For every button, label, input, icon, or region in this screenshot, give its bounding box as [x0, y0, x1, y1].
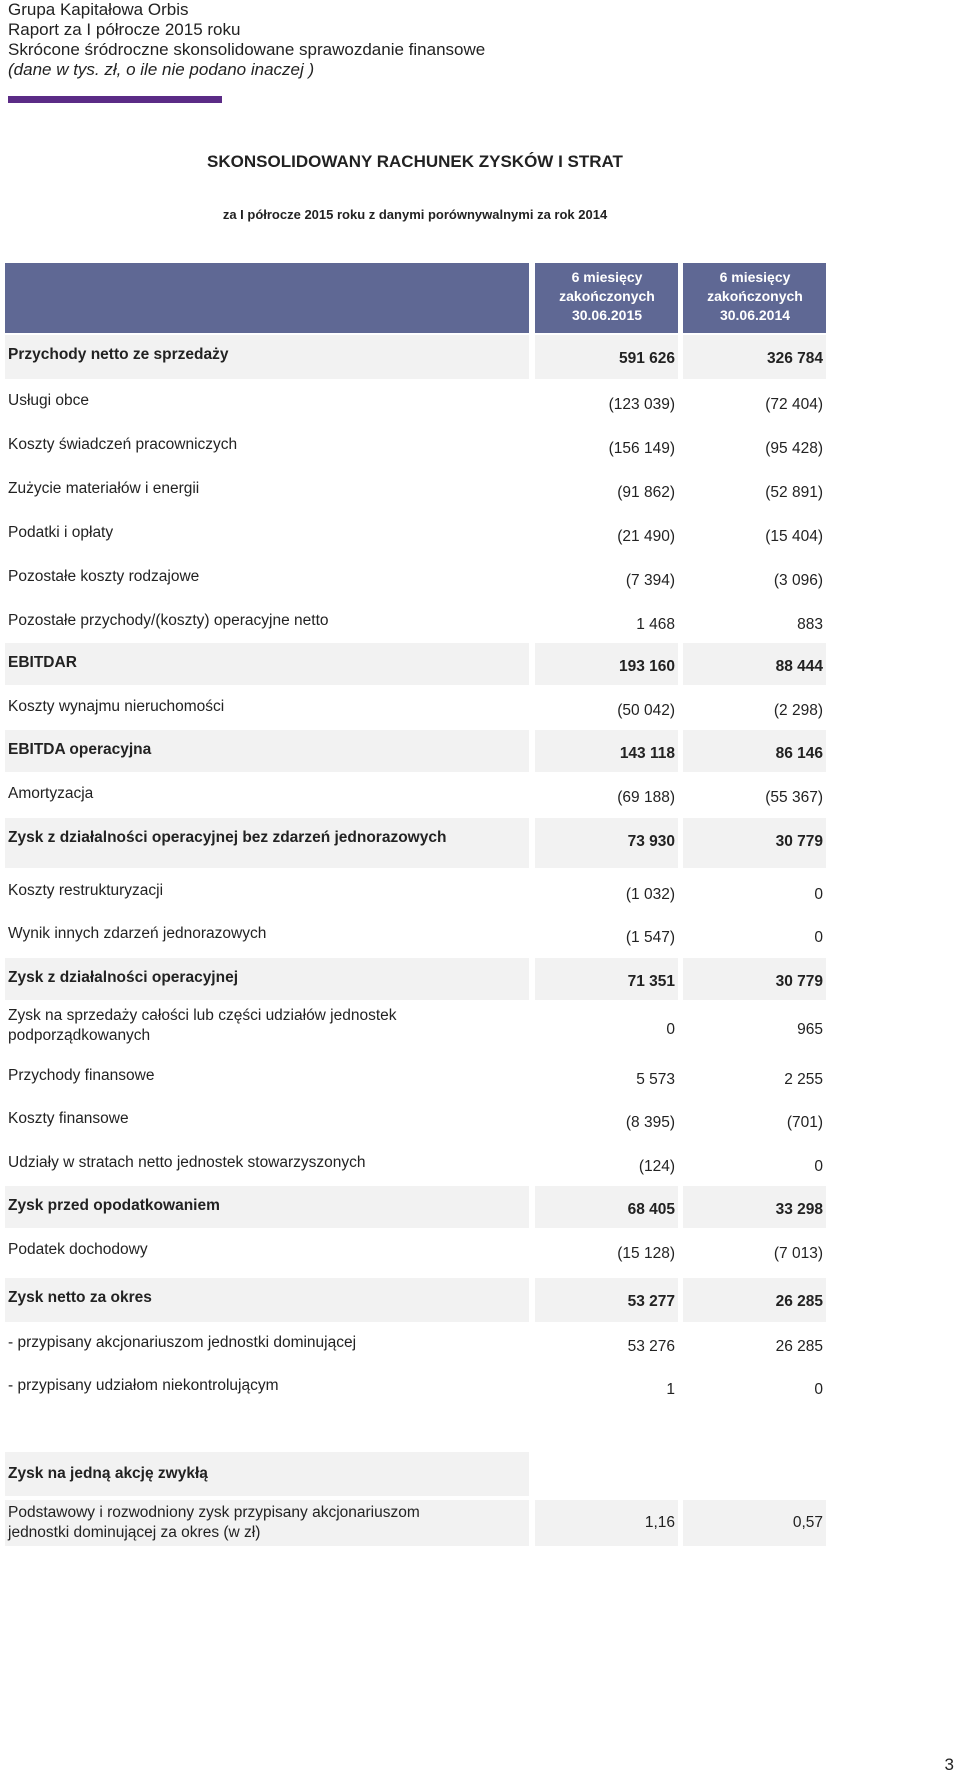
table-row — [0, 1323, 830, 1365]
row-value-2014: 965 — [797, 1021, 823, 1038]
table-row — [0, 513, 830, 555]
row-label: Koszty wynajmu nieruchomości — [8, 698, 225, 715]
row-label: Zysk z działalności operacyjnej — [8, 969, 239, 986]
row-value-2014: (3 096) — [773, 572, 823, 589]
row-label: Podatki i opłaty — [8, 524, 114, 541]
table-row — [0, 469, 830, 511]
row-value-2014: (72 404) — [765, 396, 823, 413]
row-label: Zysk z działalności operacyjnej bez zdarzeń jednorazowych — [8, 829, 447, 846]
table-row — [0, 1230, 830, 1272]
eps-value-2015: 1,16 — [644, 1514, 675, 1531]
row-value-2015: 143 118 — [619, 745, 675, 762]
header-accent-bar — [8, 96, 222, 103]
row-value-2015: (91 862) — [617, 484, 675, 501]
row-value-2014: (95 428) — [765, 440, 823, 457]
eps-label: Podstawowy i rozwodniony zysk przypisany akcjonariuszom jednostki dominującej za okres (w zł) — [8, 1504, 420, 1541]
row-value-2014: 883 — [797, 616, 823, 633]
row-value-2015: 1 468 — [636, 616, 675, 633]
row-label: Zysk netto za okres — [8, 1289, 152, 1306]
units-note: (dane w tys. zł, o ile nie podano inaczej ) — [8, 60, 315, 79]
row-value-2015: (8 395) — [625, 1114, 675, 1131]
row-label: Koszty restrukturyzacji — [8, 882, 164, 899]
row-label: Podatek dochodowy — [8, 1241, 148, 1258]
row-value-2015: 0 — [666, 1021, 675, 1038]
row-value-2015: 71 351 — [627, 973, 675, 990]
table-row — [0, 643, 830, 685]
row-value-2015: (1 547) — [625, 929, 675, 946]
row-value-2014: 0 — [814, 1158, 823, 1175]
report-header — [8, 0, 485, 80]
row-value-2015: (1 032) — [625, 886, 675, 903]
row-value-2014: (52 891) — [765, 484, 823, 501]
row-value-2015: (156 149) — [608, 440, 675, 457]
row-value-2015: (123 039) — [608, 396, 675, 413]
row-label: - przypisany udziałom niekontrolującym — [8, 1377, 279, 1394]
row-value-2015: 193 160 — [618, 658, 675, 675]
row-label: Przychody finansowe — [8, 1067, 155, 1084]
row-label: Pozostałe koszty rodzajowe — [8, 568, 200, 585]
table-row — [0, 871, 830, 913]
row-value-2014: 86 146 — [775, 745, 823, 762]
row-value-2014: (55 367) — [765, 789, 823, 806]
row-value-2014: 30 779 — [775, 833, 823, 850]
table-row — [0, 1143, 830, 1185]
row-value-2015: (7 394) — [625, 572, 675, 589]
table-row — [0, 425, 830, 467]
row-value-2014: 30 779 — [775, 973, 823, 990]
row-value-2015: 591 626 — [618, 350, 675, 367]
report-period: Raport za I półrocze 2015 roku — [8, 20, 241, 39]
table-row — [0, 557, 830, 599]
eps-heading: Zysk na jedną akcję zwykłą — [8, 1465, 208, 1482]
row-value-2014: 33 298 — [775, 1201, 823, 1218]
row-value-2014: 26 285 — [775, 1338, 823, 1355]
row-label: Koszty świadczeń pracowniczych — [8, 436, 238, 453]
row-value-2014: 0 — [814, 929, 823, 946]
column-header-2014: 6 miesięcy zakończonych 30.06.2014 — [707, 269, 803, 323]
row-value-2015: (15 128) — [617, 1245, 675, 1262]
row-value-2014: 26 285 — [775, 1293, 823, 1310]
row-value-2015: 68 405 — [627, 1201, 675, 1218]
row-label: Pozostałe przychody/(koszty) operacyjne netto — [8, 612, 329, 629]
row-value-2014: 0 — [814, 886, 823, 903]
eps-row — [0, 1500, 830, 1546]
row-value-2015: 73 930 — [627, 833, 675, 850]
row-label: Usługi obce — [8, 392, 89, 409]
table-row — [0, 1186, 830, 1228]
row-value-2015: (50 042) — [617, 702, 675, 719]
row-value-2015: (124) — [638, 1158, 675, 1175]
table-row — [0, 1366, 830, 1410]
row-value-2015: 53 276 — [627, 1338, 675, 1355]
row-label: - przypisany akcjonariuszom jednostki dominującej — [8, 1334, 357, 1351]
table-row — [0, 818, 830, 868]
row-value-2015: 5 573 — [636, 1071, 675, 1088]
row-value-2014: (7 013) — [773, 1245, 823, 1262]
row-label: Koszty finansowe — [8, 1110, 129, 1127]
table-row — [0, 1056, 830, 1098]
column-header-2015: 6 miesięcy zakończonych 30.06.2015 — [559, 269, 655, 323]
row-value-2014: (701) — [786, 1114, 823, 1131]
row-value-2014: 0 — [814, 1381, 823, 1398]
row-label: Zysk przed opodatkowaniem — [8, 1197, 220, 1214]
table-row — [0, 335, 830, 379]
table-row — [0, 1002, 830, 1054]
table-row — [0, 381, 830, 423]
statement-type: Skrócone śródroczne skonsolidowane sprawozdanie finansowe — [8, 40, 486, 59]
row-value-2014: 2 255 — [784, 1071, 823, 1088]
table-header-label-cell — [5, 263, 529, 333]
row-label: Zużycie materiałów i energii — [8, 480, 200, 497]
row-label: Zysk na sprzedaży całości lub części udziałów jednostek podporządkowanych — [8, 1007, 397, 1044]
row-value-2014: (15 404) — [765, 528, 823, 545]
page-number: 3 — [944, 1755, 954, 1774]
page-subtitle: za I półrocze 2015 roku z danymi porównywalnymi za rok 2014 — [222, 207, 608, 222]
table-row — [0, 687, 830, 729]
row-value-2015: 53 277 — [627, 1293, 675, 1310]
eps-value-2014: 0,57 — [792, 1514, 823, 1531]
table-row — [0, 958, 830, 1000]
row-value-2014: (2 298) — [773, 702, 823, 719]
row-value-2014: 88 444 — [775, 658, 823, 675]
row-label: EBITDA operacyjna — [8, 741, 152, 758]
row-value-2015: (21 490) — [617, 528, 675, 545]
row-label: Wynik innych zdarzeń jednorazowych — [8, 925, 267, 942]
table-row — [0, 1099, 830, 1141]
row-label: Amortyzacja — [8, 785, 94, 802]
company-name: Grupa Kapitałowa Orbis — [8, 0, 189, 19]
row-value-2014: 326 784 — [766, 350, 823, 367]
eps-heading-row — [0, 1452, 830, 1496]
row-value-2015: 1 — [666, 1381, 675, 1398]
table-row — [0, 601, 830, 643]
row-label: Przychody netto ze sprzedaży — [8, 346, 229, 363]
table-row — [0, 1278, 830, 1322]
table-row — [0, 914, 830, 956]
row-label: EBITDAR — [8, 654, 77, 671]
row-value-2015: (69 188) — [617, 789, 675, 806]
table-row — [0, 774, 830, 816]
row-label: Udziały w stratach netto jednostek stowarzyszonych — [8, 1154, 366, 1171]
table-row — [0, 730, 830, 772]
page-title: SKONSOLIDOWANY RACHUNEK ZYSKÓW I STRAT — [207, 152, 623, 171]
